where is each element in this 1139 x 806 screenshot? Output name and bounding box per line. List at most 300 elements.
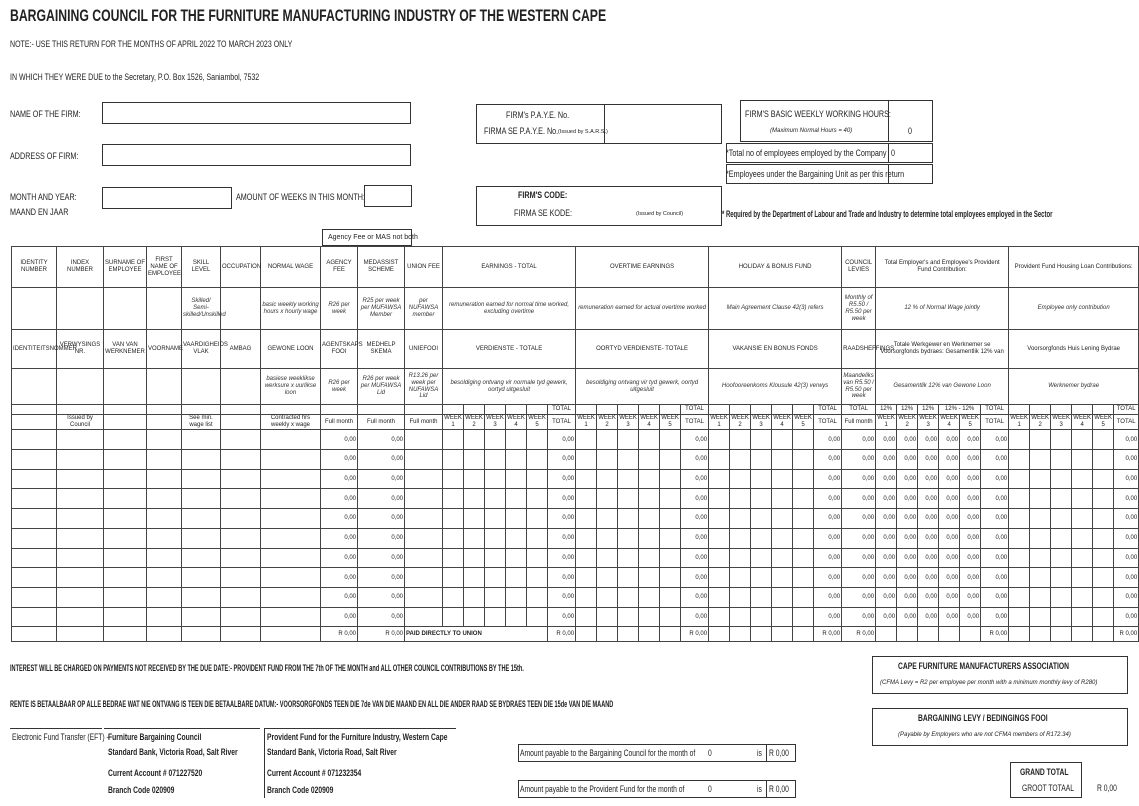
week-cell[interactable] <box>443 450 464 470</box>
housing-week-cell[interactable] <box>1093 469 1114 489</box>
week-cell[interactable] <box>793 489 814 509</box>
week-cell[interactable] <box>506 568 527 588</box>
week-cell[interactable] <box>618 607 639 627</box>
housing-week-cell[interactable] <box>1093 587 1114 607</box>
week-cell[interactable] <box>660 548 681 568</box>
table-cell[interactable] <box>57 430 104 450</box>
week-cell[interactable] <box>576 509 597 529</box>
housing-week-cell[interactable] <box>1072 528 1093 548</box>
week-cell[interactable] <box>772 489 793 509</box>
table-cell[interactable] <box>261 450 321 470</box>
week-cell[interactable] <box>597 450 618 470</box>
sub-provident: 12 % of Normal Wage jointly <box>876 288 1009 329</box>
week-cell[interactable] <box>730 430 751 450</box>
table-cell[interactable] <box>147 587 182 607</box>
week-cell[interactable] <box>772 607 793 627</box>
week-cell[interactable] <box>527 509 548 529</box>
week-cell[interactable] <box>751 430 772 450</box>
week-cell[interactable] <box>597 568 618 588</box>
week-cell[interactable] <box>576 489 597 509</box>
week-cell[interactable] <box>772 568 793 588</box>
week-cell[interactable] <box>709 528 730 548</box>
housing-week-cell[interactable] <box>1072 469 1093 489</box>
housing-week-cell[interactable] <box>1030 548 1051 568</box>
table-cell[interactable] <box>104 607 147 627</box>
table-cell[interactable] <box>182 509 221 529</box>
week-cell[interactable] <box>639 528 660 548</box>
week-cell[interactable] <box>730 509 751 529</box>
week-cell[interactable] <box>751 568 772 588</box>
week-cell[interactable] <box>506 509 527 529</box>
table-cell[interactable] <box>12 469 57 489</box>
table-cell[interactable] <box>182 568 221 588</box>
week-cell[interactable] <box>443 509 464 529</box>
table-cell[interactable] <box>57 509 104 529</box>
provident-week-cell: 0,00 <box>939 469 960 489</box>
housing-week-cell[interactable] <box>1009 528 1030 548</box>
housing-week-cell[interactable] <box>1051 607 1072 627</box>
table-cell[interactable] <box>57 450 104 470</box>
table-cell[interactable] <box>147 548 182 568</box>
week-cell[interactable] <box>485 548 506 568</box>
week-cell[interactable] <box>506 430 527 450</box>
week-cell[interactable] <box>751 607 772 627</box>
table-cell[interactable] <box>57 587 104 607</box>
housing-week-cell[interactable] <box>1093 548 1114 568</box>
week-cell[interactable] <box>709 430 730 450</box>
housing-week-cell[interactable] <box>1072 587 1093 607</box>
full-month-label: Full month <box>842 415 876 430</box>
housing-week-cell[interactable] <box>1030 450 1051 470</box>
week-cell[interactable] <box>527 568 548 588</box>
week-cell[interactable] <box>660 450 681 470</box>
week-cell[interactable] <box>485 450 506 470</box>
week-cell[interactable] <box>639 469 660 489</box>
week-cell[interactable] <box>576 587 597 607</box>
week-cell[interactable] <box>709 489 730 509</box>
housing-week-cell[interactable] <box>1030 587 1051 607</box>
week-cell[interactable] <box>597 430 618 450</box>
week-cell[interactable] <box>751 450 772 470</box>
table-cell[interactable] <box>147 509 182 529</box>
row-total-cell: 0,00 <box>681 430 709 450</box>
table-cell <box>57 627 104 642</box>
week-cell[interactable] <box>793 509 814 529</box>
housing-week-cell[interactable] <box>1009 430 1030 450</box>
housing-week-cell[interactable] <box>1051 587 1072 607</box>
week-cell[interactable] <box>660 607 681 627</box>
firm-address-field[interactable] <box>102 144 411 166</box>
week-cell[interactable] <box>527 528 548 548</box>
table-cell[interactable] <box>221 450 261 470</box>
week-cell[interactable] <box>618 469 639 489</box>
week-cell[interactable] <box>527 430 548 450</box>
table-cell[interactable] <box>147 607 182 627</box>
week-cell[interactable] <box>485 430 506 450</box>
week-cell[interactable] <box>772 509 793 529</box>
week-cell[interactable] <box>506 607 527 627</box>
provident-week-cell: 0,00 <box>876 548 897 568</box>
table-cell[interactable] <box>12 568 57 588</box>
housing-week-cell[interactable] <box>1030 469 1051 489</box>
housing-week-cell[interactable] <box>1072 430 1093 450</box>
week-cell[interactable] <box>576 607 597 627</box>
week-cell[interactable] <box>506 528 527 548</box>
week-cell[interactable] <box>730 587 751 607</box>
week-cell[interactable] <box>443 528 464 548</box>
required-note: * Required by the Department of Labour and Trade and Industry to determine total employees employed in the Sector <box>722 209 1053 219</box>
housing-week-cell[interactable] <box>1009 489 1030 509</box>
week-cell[interactable] <box>793 430 814 450</box>
week-cell[interactable] <box>660 509 681 529</box>
week-cell[interactable] <box>660 587 681 607</box>
housing-week-cell[interactable] <box>1093 489 1114 509</box>
week-cell[interactable] <box>443 568 464 588</box>
week-cell[interactable] <box>618 587 639 607</box>
week-cell[interactable] <box>464 607 485 627</box>
table-cell[interactable] <box>104 587 147 607</box>
housing-week-cell[interactable] <box>1072 568 1093 588</box>
week-cell[interactable] <box>597 548 618 568</box>
week-cell[interactable] <box>730 548 751 568</box>
month-year-field[interactable] <box>102 187 232 209</box>
housing-week-cell[interactable] <box>1093 450 1114 470</box>
table-cell[interactable] <box>221 607 261 627</box>
week-cell[interactable] <box>751 528 772 548</box>
week-cell[interactable] <box>772 450 793 470</box>
week-cell[interactable] <box>639 568 660 588</box>
week-cell[interactable] <box>485 568 506 588</box>
week-cell[interactable] <box>618 548 639 568</box>
table-cell[interactable] <box>261 548 321 568</box>
week-cell[interactable] <box>751 509 772 529</box>
housing-week-cell[interactable] <box>1030 509 1051 529</box>
week-cell[interactable] <box>772 587 793 607</box>
row-total-cell: 0,00 <box>681 568 709 588</box>
housing-week-cell[interactable] <box>1093 509 1114 529</box>
table-row <box>12 450 1139 470</box>
week-cell[interactable] <box>772 469 793 489</box>
week-cell[interactable] <box>639 509 660 529</box>
table-cell[interactable] <box>182 587 221 607</box>
housing-total: R 0,00 <box>1114 627 1139 642</box>
week-cell[interactable] <box>730 607 751 627</box>
housing-week-cell[interactable] <box>1072 489 1093 509</box>
week-cell[interactable] <box>639 548 660 568</box>
table-cell[interactable] <box>147 528 182 548</box>
housing-week-cell[interactable] <box>1051 489 1072 509</box>
week-cell[interactable] <box>443 430 464 450</box>
table-cell[interactable] <box>104 528 147 548</box>
table-cell[interactable] <box>57 469 104 489</box>
week-cell[interactable] <box>639 607 660 627</box>
table-cell[interactable] <box>261 587 321 607</box>
table-cell[interactable] <box>147 489 182 509</box>
table-cell[interactable] <box>182 528 221 548</box>
table-cell[interactable] <box>182 469 221 489</box>
week-cell[interactable] <box>464 430 485 450</box>
housing-week-cell[interactable] <box>1072 450 1093 470</box>
table-cell[interactable] <box>261 568 321 588</box>
week-cell[interactable] <box>639 450 660 470</box>
housing-week-cell[interactable] <box>1072 607 1093 627</box>
week-cell[interactable] <box>443 469 464 489</box>
week-cell[interactable] <box>751 587 772 607</box>
week-cell[interactable] <box>485 509 506 529</box>
week-cell[interactable] <box>597 607 618 627</box>
council-levy-cell: 0,00 <box>842 568 876 588</box>
table-cell[interactable] <box>261 528 321 548</box>
week-cell[interactable] <box>618 430 639 450</box>
provident-payable-month[interactable]: 0 <box>708 784 712 794</box>
table-cell[interactable] <box>104 430 147 450</box>
table-cell[interactable] <box>182 607 221 627</box>
housing-week-cell[interactable] <box>1051 450 1072 470</box>
week-cell[interactable] <box>485 528 506 548</box>
week-cell[interactable] <box>485 587 506 607</box>
table-cell[interactable] <box>221 528 261 548</box>
week-cell[interactable] <box>485 607 506 627</box>
col-index: INDEX NUMBER <box>57 247 104 288</box>
week-cell[interactable] <box>793 548 814 568</box>
week-cell[interactable] <box>730 568 751 588</box>
housing-week-cell[interactable] <box>1009 568 1030 588</box>
week-cell[interactable] <box>709 568 730 588</box>
week-cell[interactable] <box>793 469 814 489</box>
paye-field[interactable] <box>604 104 722 144</box>
sub-agency-fee-af: R26 per week <box>321 369 358 404</box>
table-cell[interactable] <box>104 450 147 470</box>
week-cell[interactable] <box>464 568 485 588</box>
week-cell[interactable] <box>443 489 464 509</box>
week-cell[interactable] <box>527 548 548 568</box>
housing-week-cell[interactable] <box>1009 450 1030 470</box>
table-cell[interactable] <box>57 568 104 588</box>
table-cell[interactable] <box>104 509 147 529</box>
weeks-field[interactable] <box>364 185 412 207</box>
week-cell[interactable] <box>709 548 730 568</box>
table-cell[interactable] <box>12 528 57 548</box>
table-cell[interactable] <box>182 430 221 450</box>
week-cell[interactable] <box>639 489 660 509</box>
week-cell[interactable] <box>464 528 485 548</box>
housing-week-cell[interactable] <box>1093 430 1114 450</box>
housing-week-cell[interactable] <box>1030 607 1051 627</box>
week-cell[interactable] <box>597 509 618 529</box>
week-cell[interactable] <box>793 607 814 627</box>
row-total-cell: 0,00 <box>548 607 576 627</box>
firm-code-label: FIRM'S CODE: <box>518 190 568 200</box>
table-cell[interactable] <box>104 489 147 509</box>
table-cell[interactable] <box>221 548 261 568</box>
week-cell[interactable] <box>576 548 597 568</box>
table-cell[interactable] <box>12 450 57 470</box>
table-cell[interactable] <box>57 607 104 627</box>
housing-week-cell[interactable] <box>1093 528 1114 548</box>
week-cell[interactable] <box>772 528 793 548</box>
week-cell[interactable] <box>443 607 464 627</box>
week-cell[interactable] <box>464 587 485 607</box>
housing-week-cell[interactable] <box>1051 548 1072 568</box>
table-cell[interactable] <box>12 607 57 627</box>
week-cell[interactable] <box>506 587 527 607</box>
week-cell[interactable] <box>709 469 730 489</box>
council-levy-cell: 0,00 <box>842 469 876 489</box>
table-cell[interactable] <box>12 587 57 607</box>
table-cell[interactable] <box>12 548 57 568</box>
week-cell[interactable] <box>618 489 639 509</box>
week-cell[interactable] <box>618 528 639 548</box>
table-cell[interactable] <box>12 489 57 509</box>
week-cell[interactable] <box>709 607 730 627</box>
housing-week-cell[interactable] <box>1051 528 1072 548</box>
week-cell[interactable] <box>597 528 618 548</box>
week-cell[interactable] <box>639 430 660 450</box>
week-cell[interactable] <box>527 469 548 489</box>
table-cell[interactable] <box>104 568 147 588</box>
week-label: WEEK 1 <box>877 415 895 429</box>
week-cell[interactable] <box>618 509 639 529</box>
week-cell[interactable] <box>443 548 464 568</box>
table-cell[interactable] <box>261 489 321 509</box>
week-cell[interactable] <box>576 469 597 489</box>
week-cell[interactable] <box>527 587 548 607</box>
week-cell[interactable] <box>660 489 681 509</box>
week-cell[interactable] <box>751 548 772 568</box>
medassist-cell: 0,00 <box>358 607 405 627</box>
table-cell[interactable] <box>147 450 182 470</box>
week-cell[interactable] <box>506 489 527 509</box>
agency-note: Agency Fee or MAS not both <box>328 234 418 241</box>
housing-week-cell[interactable] <box>1051 430 1072 450</box>
housing-week-cell[interactable] <box>1030 528 1051 548</box>
week-cell[interactable] <box>485 489 506 509</box>
table-cell[interactable] <box>182 489 221 509</box>
week-cell[interactable] <box>751 489 772 509</box>
week-cell[interactable] <box>793 587 814 607</box>
week-cell[interactable] <box>660 568 681 588</box>
week-cell[interactable] <box>730 450 751 470</box>
table-cell[interactable] <box>104 469 147 489</box>
week-cell[interactable] <box>527 489 548 509</box>
housing-week-cell[interactable] <box>1009 548 1030 568</box>
week-cell[interactable] <box>793 450 814 470</box>
housing-week-cell[interactable] <box>1051 568 1072 588</box>
week-cell[interactable] <box>527 450 548 470</box>
housing-week-cell[interactable] <box>1093 607 1114 627</box>
housing-week-cell[interactable] <box>1030 568 1051 588</box>
housing-week-cell[interactable] <box>1051 469 1072 489</box>
table-cell[interactable] <box>147 430 182 450</box>
week-cell[interactable] <box>730 528 751 548</box>
provident-week-cell: 0,00 <box>939 430 960 450</box>
housing-week-cell[interactable] <box>1093 568 1114 588</box>
week-cell[interactable] <box>639 587 660 607</box>
housing-week-cell[interactable] <box>1030 430 1051 450</box>
table-cell[interactable] <box>147 568 182 588</box>
housing-week-cell[interactable] <box>1051 509 1072 529</box>
week-cell[interactable] <box>443 587 464 607</box>
week-cell[interactable] <box>597 587 618 607</box>
table-cell[interactable] <box>104 548 147 568</box>
table-cell[interactable] <box>182 548 221 568</box>
table-cell[interactable] <box>57 548 104 568</box>
council-payable-month[interactable]: 0 <box>708 748 712 758</box>
table-cell[interactable] <box>261 469 321 489</box>
table-cell[interactable] <box>221 509 261 529</box>
week-cell[interactable] <box>485 469 506 489</box>
table-cell[interactable] <box>261 607 321 627</box>
week-cell[interactable] <box>751 469 772 489</box>
table-cell[interactable] <box>221 587 261 607</box>
week-cell[interactable] <box>464 548 485 568</box>
week-cell[interactable] <box>464 450 485 470</box>
week-cell[interactable] <box>527 607 548 627</box>
week-cell[interactable] <box>576 528 597 548</box>
table-cell[interactable] <box>221 489 261 509</box>
housing-week-cell[interactable] <box>1009 509 1030 529</box>
week-cell[interactable] <box>576 430 597 450</box>
week-cell[interactable] <box>597 489 618 509</box>
housing-week-cell[interactable] <box>1009 607 1030 627</box>
housing-week-cell[interactable] <box>1030 489 1051 509</box>
week-cell[interactable] <box>709 509 730 529</box>
week-cell[interactable] <box>730 489 751 509</box>
table-cell[interactable] <box>147 469 182 489</box>
week-cell[interactable] <box>730 469 751 489</box>
week-cell[interactable] <box>660 430 681 450</box>
provident-total: R 0,00 <box>981 627 1009 642</box>
table-cell[interactable] <box>57 489 104 509</box>
week-cell[interactable] <box>464 509 485 529</box>
table-cell[interactable] <box>12 509 57 529</box>
table-cell[interactable] <box>221 430 261 450</box>
housing-week-cell[interactable] <box>1072 548 1093 568</box>
week-cell[interactable] <box>597 469 618 489</box>
housing-week-cell[interactable] <box>1009 469 1030 489</box>
week-cell[interactable] <box>793 528 814 548</box>
week-cell[interactable] <box>772 430 793 450</box>
table-cell[interactable] <box>12 430 57 450</box>
week-cell[interactable] <box>772 548 793 568</box>
week-cell[interactable] <box>709 450 730 470</box>
week-cell[interactable] <box>464 469 485 489</box>
table-cell[interactable] <box>221 568 261 588</box>
week-cell[interactable] <box>618 568 639 588</box>
housing-week-cell[interactable] <box>1072 509 1093 529</box>
week-cell[interactable] <box>506 548 527 568</box>
table-cell[interactable] <box>261 430 321 450</box>
week-cell[interactable] <box>576 568 597 588</box>
week-cell[interactable] <box>464 489 485 509</box>
week-cell[interactable] <box>709 587 730 607</box>
week-cell[interactable] <box>660 528 681 548</box>
table-cell[interactable] <box>261 509 321 529</box>
paye-issued-note: (Issued by S.A.R.S.) <box>558 129 608 135</box>
week-cell[interactable] <box>660 469 681 489</box>
table-cell[interactable] <box>221 469 261 489</box>
week-cell[interactable] <box>618 450 639 470</box>
firm-name-field[interactable] <box>102 102 411 124</box>
table-cell[interactable] <box>57 528 104 548</box>
housing-week-cell[interactable] <box>1009 587 1030 607</box>
week-cell[interactable] <box>576 450 597 470</box>
week-cell[interactable] <box>506 450 527 470</box>
week-cell[interactable] <box>793 568 814 588</box>
table-cell[interactable] <box>182 450 221 470</box>
week-label: WEEK 3 <box>919 415 937 429</box>
week-cell[interactable] <box>506 469 527 489</box>
